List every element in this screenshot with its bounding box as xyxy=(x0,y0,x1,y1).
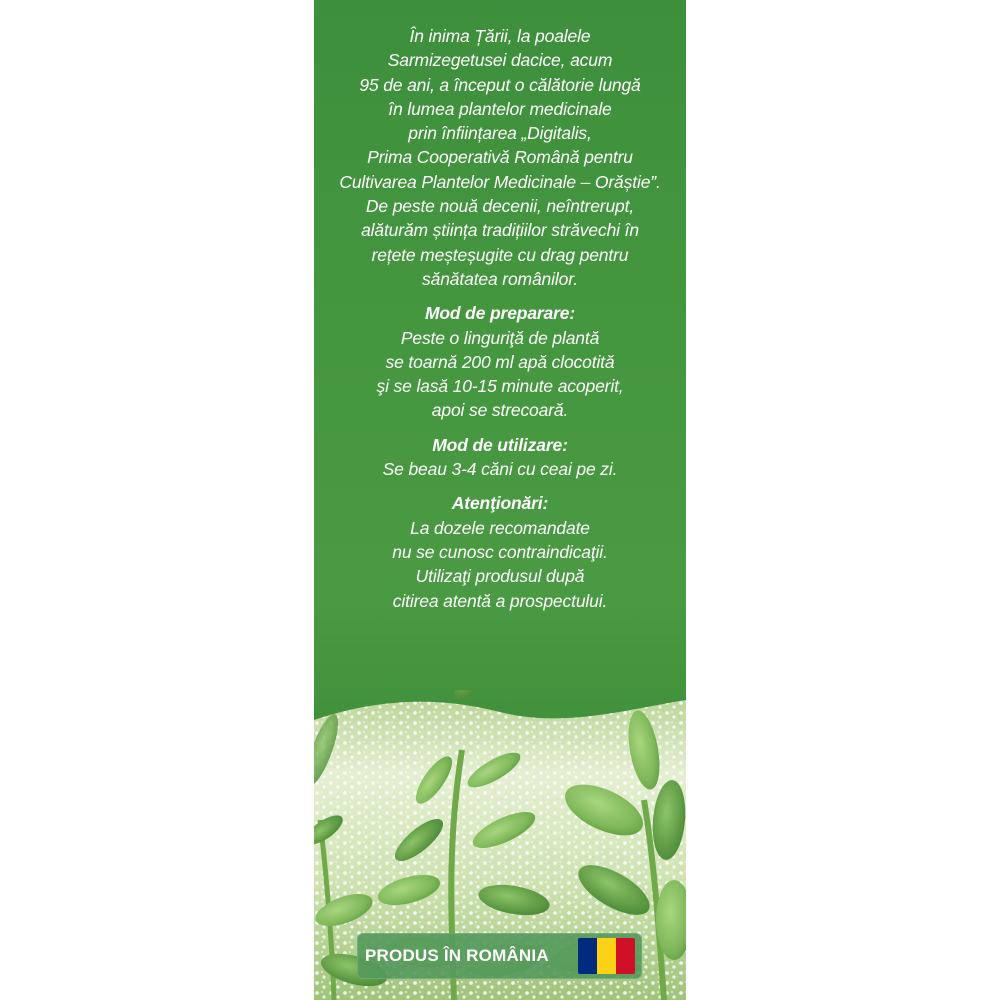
warnings-line: Utilizaţi produsul după xyxy=(415,566,585,587)
preparation-line: Peste o linguriţă de plantă xyxy=(400,327,600,348)
made-in-romania-label: PRODUS ÎN ROMÂNIA xyxy=(365,946,549,965)
flag-stripe-red xyxy=(616,938,635,974)
intro-line: În inima Țării, la poalele xyxy=(409,26,591,46)
warnings-line: citirea atentă a prospectului. xyxy=(392,590,608,611)
usage-title: Mod de utilizare: xyxy=(432,434,568,455)
label-text xyxy=(314,24,686,623)
usage-line: Se beau 3-4 căni cu ceai pe zi. xyxy=(382,459,618,480)
flag-stripe-yellow xyxy=(597,938,616,974)
intro-line: sănătatea românilor. xyxy=(422,268,578,289)
warnings-section xyxy=(314,491,686,612)
intro-line: rețete meșteșugite cu drag pentru xyxy=(371,244,629,265)
warnings-line: nu se cunosc contraindicaţii. xyxy=(392,541,608,562)
preparation-section xyxy=(314,301,686,422)
warnings-title: Atenţionări: xyxy=(451,493,549,514)
warnings-line: La dozele recomandate xyxy=(410,517,590,538)
intro-line: De peste nouă decenii, neîntrerupt, xyxy=(365,196,635,217)
romania-flag-icon xyxy=(578,938,635,974)
preparation-line: se toarnă 200 ml apă clocotită xyxy=(385,351,615,372)
preparation-title: Mod de preparare: xyxy=(424,303,576,324)
made-in-romania-badge xyxy=(357,933,642,979)
intro-line: 95 de ani, a început o călătorie lungă xyxy=(359,74,641,95)
preparation-line: apoi se strecoară. xyxy=(431,400,569,421)
usage-section xyxy=(314,433,686,482)
intro-line: prin înființarea „Digitalis, xyxy=(408,123,592,144)
product-label-panel xyxy=(314,0,686,1000)
intro-line: Cultivarea Plantelor Medicinale – Orăștie”. xyxy=(339,171,661,192)
preparation-line: şi se lasă 10-15 minute acoperit, xyxy=(376,376,624,397)
intro-paragraph xyxy=(314,24,686,291)
flag-stripe-blue xyxy=(578,938,597,974)
intro-line: alăturăm știința tradițiilor străvechi în xyxy=(361,220,639,241)
intro-line: în lumea plantelor medicinale xyxy=(388,98,612,119)
intro-line: Prima Cooperativă Română pentru xyxy=(367,147,633,168)
intro-line: Sarmizegetusei dacice, acum xyxy=(387,50,613,71)
